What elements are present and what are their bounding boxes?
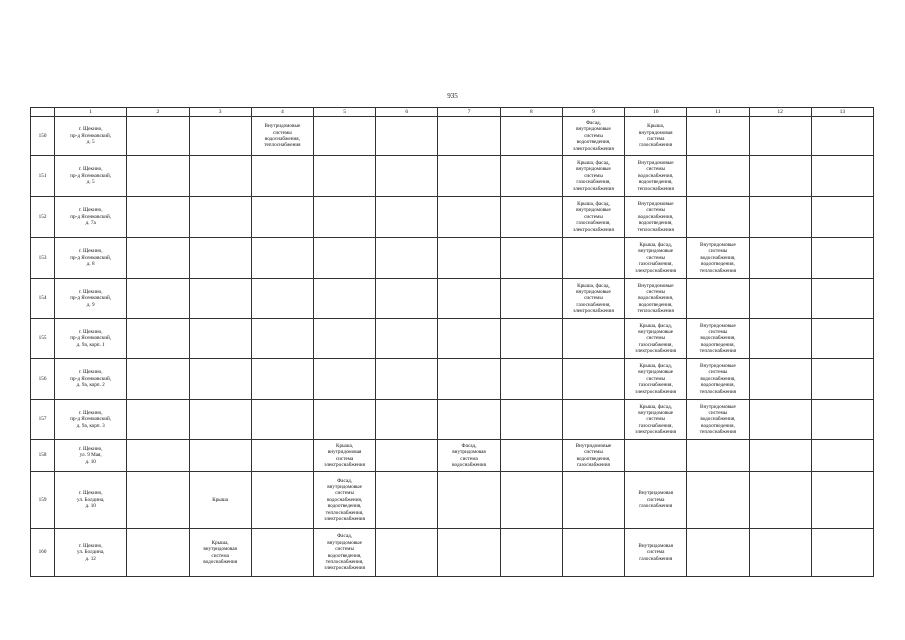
work-cell-col-13 <box>811 359 873 400</box>
table-row <box>31 400 874 440</box>
work-cell-col-3 <box>189 400 251 440</box>
work-cell-col-7 <box>438 529 500 577</box>
work-cell-col-13 <box>811 197 873 238</box>
work-cell-col-10: Крыша, фасад, внутридомовые системы газоснабжения, электроснабжения <box>625 359 687 400</box>
work-cell-col-8 <box>500 117 562 156</box>
table-row <box>31 359 874 400</box>
work-cell-col-10: Внутридомовая система газоснабжения <box>625 472 687 529</box>
work-cell-col-10: Внутридомовые системы водоснабжения, водоотведения, теплоснабжения <box>625 279 687 319</box>
row-number: 160 <box>31 529 55 577</box>
column-number-row <box>31 108 874 117</box>
work-cell-col-3 <box>189 156 251 197</box>
work-cell-col-5 <box>313 359 375 400</box>
work-cell-col-9 <box>562 472 624 529</box>
work-cell-col-12 <box>749 238 811 279</box>
column-number-7: 7 <box>438 108 500 117</box>
work-cell-col-11 <box>687 279 749 319</box>
row-number: 157 <box>31 400 55 440</box>
work-cell-col-9: Крыша, фасад, внутридомовые системы газоснабжения, электроснабжения <box>562 279 624 319</box>
work-cell-col-2 <box>127 400 189 440</box>
work-cell-col-5 <box>313 319 375 359</box>
row-number: 158 <box>31 440 55 472</box>
work-cell-col-5 <box>313 238 375 279</box>
work-cell-col-8 <box>500 359 562 400</box>
work-cell-col-7 <box>438 156 500 197</box>
work-cell-col-6 <box>376 472 438 529</box>
work-cell-col-11 <box>687 529 749 577</box>
work-cell-col-4 <box>251 279 313 319</box>
work-cell-col-5 <box>313 279 375 319</box>
repair-schedule-table <box>30 107 874 577</box>
work-cell-col-6 <box>376 156 438 197</box>
work-cell-col-4 <box>251 472 313 529</box>
address-cell: г. Щекино, ул. Болдина, д. 12 <box>55 529 127 577</box>
address-cell: г. Щекино, пр-д Ясенковский, д. 5 <box>55 117 127 156</box>
work-cell-col-2 <box>127 197 189 238</box>
work-cell-col-11: Внутридомовые системы водоснабжения, водоотведения, теплоснабжения <box>687 359 749 400</box>
work-cell-col-8 <box>500 472 562 529</box>
work-cell-col-4 <box>251 359 313 400</box>
address-cell: г. Щекино, пр-д Ясенковский, д. 8 <box>55 238 127 279</box>
work-cell-col-9: Внутридомовые системы водоотведения, газоснабжения <box>562 440 624 472</box>
table-row <box>31 279 874 319</box>
work-cell-col-7 <box>438 400 500 440</box>
address-cell: г. Щекино, пр-д Ясенковский, д. 9 <box>55 279 127 319</box>
work-cell-col-3 <box>189 279 251 319</box>
work-cell-col-2 <box>127 156 189 197</box>
work-cell-col-5: Фасад, внутридомовые системы водоснабжения, водоотведения, теплоснабжения, электроснабжения <box>313 472 375 529</box>
work-cell-col-3 <box>189 117 251 156</box>
work-cell-col-8 <box>500 156 562 197</box>
work-cell-col-12 <box>749 197 811 238</box>
work-cell-col-8 <box>500 400 562 440</box>
table-row <box>31 238 874 279</box>
work-cell-col-12 <box>749 440 811 472</box>
work-cell-col-4 <box>251 319 313 359</box>
work-cell-col-12 <box>749 319 811 359</box>
work-cell-col-13 <box>811 117 873 156</box>
work-cell-col-13 <box>811 529 873 577</box>
column-number-9: 9 <box>562 108 624 117</box>
work-cell-col-2 <box>127 117 189 156</box>
table-row <box>31 440 874 472</box>
work-cell-col-2 <box>127 238 189 279</box>
work-cell-col-6 <box>376 529 438 577</box>
work-cell-col-10: Крыша, фасад, внутридомовые системы газоснабжения, электроснабжения <box>625 319 687 359</box>
row-number: 152 <box>31 197 55 238</box>
work-cell-col-3: Крыша <box>189 472 251 529</box>
work-cell-col-5 <box>313 400 375 440</box>
work-cell-col-13 <box>811 319 873 359</box>
work-cell-col-9: Крыша, фасад, внутридомовые системы газоснабжения, электроснабжения <box>562 197 624 238</box>
work-cell-col-13 <box>811 400 873 440</box>
address-cell: г. Щекино, пр-д Ясенковский, д. 7а <box>55 197 127 238</box>
table-row <box>31 529 874 577</box>
work-cell-col-3: Крыша, внутридомовая система водоснабжения <box>189 529 251 577</box>
work-cell-col-2 <box>127 472 189 529</box>
row-number: 155 <box>31 319 55 359</box>
row-number: 150 <box>31 117 55 156</box>
work-cell-col-12 <box>749 279 811 319</box>
column-number-1: 1 <box>55 108 127 117</box>
work-cell-col-6 <box>376 279 438 319</box>
address-cell: г. Щекино, ул. Болдина, д. 10 <box>55 472 127 529</box>
work-cell-col-12 <box>749 529 811 577</box>
work-cell-col-7 <box>438 238 500 279</box>
address-cell: г. Щекино, ул. 9 Мая, д. 10 <box>55 440 127 472</box>
work-cell-col-5: Крыша, внутридомовая система электроснабжения <box>313 440 375 472</box>
work-cell-col-9: Фасад, внутридомовые системы водоотведения, электроснабжения <box>562 117 624 156</box>
work-cell-col-11 <box>687 117 749 156</box>
work-cell-col-8 <box>500 279 562 319</box>
work-cell-col-10: Крыша, фасад, внутридомовые системы газоснабжения, электроснабжения <box>625 400 687 440</box>
work-cell-col-9: Крыша, фасад, внутридомовые системы газоснабжения, электроснабжения <box>562 156 624 197</box>
address-cell: г. Щекино, пр-д Ясенковский, д. 9а, корп. 3 <box>55 400 127 440</box>
work-cell-col-4 <box>251 400 313 440</box>
work-cell-col-11 <box>687 197 749 238</box>
column-number-8: 8 <box>500 108 562 117</box>
work-cell-col-3 <box>189 238 251 279</box>
work-cell-col-7: Фасад, внутридомовая система водоснабжения <box>438 440 500 472</box>
work-cell-col-7 <box>438 279 500 319</box>
work-cell-col-13 <box>811 472 873 529</box>
header-corner-cell <box>31 108 55 117</box>
work-cell-col-6 <box>376 319 438 359</box>
work-cell-col-3 <box>189 319 251 359</box>
work-cell-col-2 <box>127 279 189 319</box>
work-cell-col-11: Внутридомовые системы водоснабжения, водоотведения, теплоснабжения <box>687 238 749 279</box>
work-cell-col-13 <box>811 279 873 319</box>
column-number-13: 13 <box>811 108 873 117</box>
work-cell-col-7 <box>438 117 500 156</box>
row-number: 159 <box>31 472 55 529</box>
work-cell-col-11: Внутридомовые системы водоснабжения, водоотведения, теплоснабжения <box>687 319 749 359</box>
column-number-6: 6 <box>376 108 438 117</box>
work-cell-col-5: Фасад, внутридомовые системы водоотведения, теплоснабжения, электроснабжения <box>313 529 375 577</box>
work-cell-col-10: Внутридомовые системы водоснабжения, водоотведения, теплоснабжения <box>625 156 687 197</box>
work-cell-col-8 <box>500 319 562 359</box>
work-cell-col-12 <box>749 359 811 400</box>
work-cell-col-8 <box>500 440 562 472</box>
address-cell: г. Щекино, пр-д Ясенковский, д. 9а, корп. 1 <box>55 319 127 359</box>
work-cell-col-5 <box>313 197 375 238</box>
work-cell-col-12 <box>749 156 811 197</box>
work-cell-col-7 <box>438 319 500 359</box>
column-number-4: 4 <box>251 108 313 117</box>
work-cell-col-9 <box>562 529 624 577</box>
work-cell-col-12 <box>749 117 811 156</box>
work-cell-col-5 <box>313 156 375 197</box>
work-cell-col-2 <box>127 359 189 400</box>
work-cell-col-8 <box>500 529 562 577</box>
work-cell-col-13 <box>811 238 873 279</box>
work-cell-col-6 <box>376 117 438 156</box>
work-cell-col-4 <box>251 440 313 472</box>
work-cell-col-6 <box>376 440 438 472</box>
work-cell-col-11 <box>687 472 749 529</box>
work-cell-col-3 <box>189 197 251 238</box>
work-cell-col-4 <box>251 238 313 279</box>
table-row <box>31 197 874 238</box>
work-cell-col-6 <box>376 197 438 238</box>
work-cell-col-11: Внутридомовые системы водоснабжения, водоотведения, теплоснабжения <box>687 400 749 440</box>
work-cell-col-7 <box>438 197 500 238</box>
column-number-11: 11 <box>687 108 749 117</box>
table-row <box>31 156 874 197</box>
work-cell-col-4 <box>251 529 313 577</box>
column-number-3: 3 <box>189 108 251 117</box>
work-cell-col-10: Внутридомовые системы водоснабжения, водоотведения, теплоснабжения <box>625 197 687 238</box>
work-cell-col-9 <box>562 400 624 440</box>
address-cell: г. Щекино, пр-д Ясенковский, д. 5 <box>55 156 127 197</box>
work-cell-col-5 <box>313 117 375 156</box>
work-cell-col-10: Крыша, фасад, внутридомовые системы газоснабжения, электроснабжения <box>625 238 687 279</box>
address-cell: г. Щекино, пр-д Ясенковский, д. 9а, корп. 2 <box>55 359 127 400</box>
work-cell-col-6 <box>376 359 438 400</box>
table-row <box>31 319 874 359</box>
row-number: 153 <box>31 238 55 279</box>
column-number-12: 12 <box>749 108 811 117</box>
work-cell-col-2 <box>127 529 189 577</box>
work-cell-col-9 <box>562 319 624 359</box>
work-cell-col-10: Внутридомовая система газоснабжения <box>625 529 687 577</box>
column-number-10: 10 <box>625 108 687 117</box>
work-cell-col-12 <box>749 400 811 440</box>
work-cell-col-3 <box>189 440 251 472</box>
work-cell-col-2 <box>127 319 189 359</box>
work-cell-col-8 <box>500 238 562 279</box>
work-cell-col-6 <box>376 400 438 440</box>
table-row <box>31 472 874 529</box>
row-number: 151 <box>31 156 55 197</box>
work-cell-col-9 <box>562 359 624 400</box>
row-number: 154 <box>31 279 55 319</box>
work-cell-col-7 <box>438 359 500 400</box>
column-number-2: 2 <box>127 108 189 117</box>
work-cell-col-11 <box>687 156 749 197</box>
work-cell-col-10: Крыша, внутридомовая система газоснабжения <box>625 117 687 156</box>
column-number-5: 5 <box>313 108 375 117</box>
table-body <box>31 108 874 577</box>
table-row <box>31 117 874 156</box>
work-cell-col-13 <box>811 156 873 197</box>
work-cell-col-11 <box>687 440 749 472</box>
work-cell-col-4: Внутридомовые системы водоснабжения, теплоснабжения <box>251 117 313 156</box>
page-number: 935 <box>447 92 458 100</box>
work-cell-col-12 <box>749 472 811 529</box>
work-cell-col-3 <box>189 359 251 400</box>
work-cell-col-4 <box>251 156 313 197</box>
row-number: 156 <box>31 359 55 400</box>
work-cell-col-7 <box>438 472 500 529</box>
work-cell-col-9 <box>562 238 624 279</box>
work-cell-col-13 <box>811 440 873 472</box>
work-cell-col-10 <box>625 440 687 472</box>
work-cell-col-4 <box>251 197 313 238</box>
work-cell-col-2 <box>127 440 189 472</box>
work-cell-col-8 <box>500 197 562 238</box>
work-cell-col-6 <box>376 238 438 279</box>
